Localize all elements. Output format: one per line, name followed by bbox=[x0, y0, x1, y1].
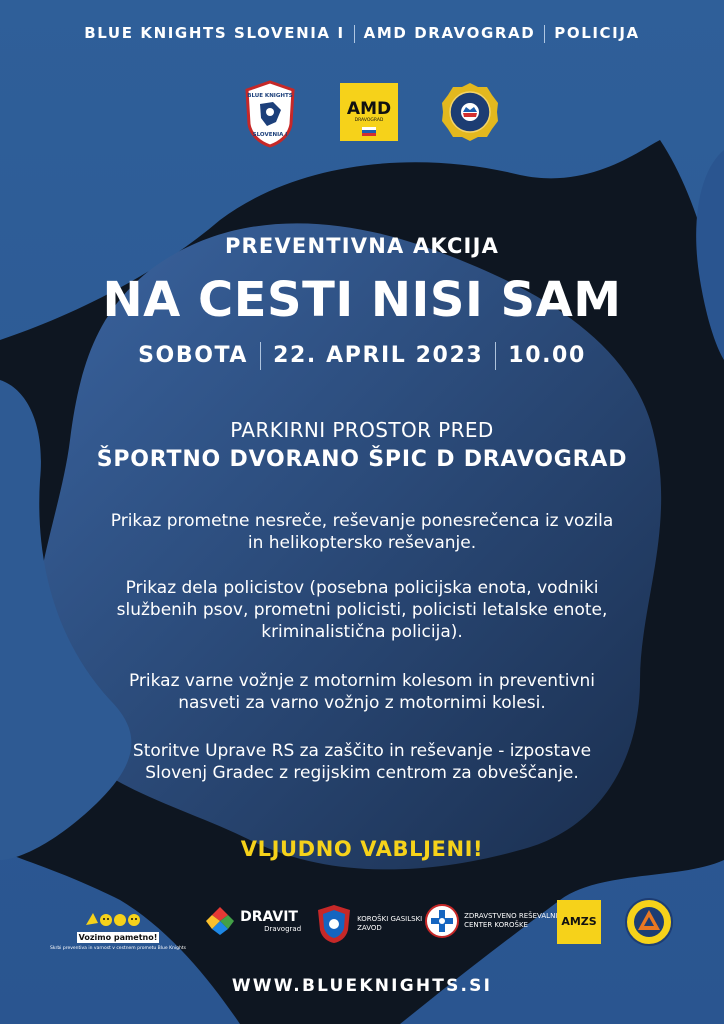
dravit-name: DRAVIT bbox=[240, 909, 298, 925]
gasilski-line1: KOROŠKI GASILSKI bbox=[357, 915, 423, 923]
zdravstveni-line1: ZDRAVSTVENO REŠEVALNI bbox=[464, 912, 558, 920]
event-kicker: PREVENTIVNA AKCIJA bbox=[224, 234, 500, 258]
partner-amd: AMD DRAVOGRAD bbox=[363, 24, 536, 42]
zdravstveni-star-icon bbox=[425, 904, 459, 938]
program-line: kriminalistična policija). bbox=[261, 622, 463, 642]
footer-url: WWW.BLUEKNIGHTS.SI bbox=[231, 976, 493, 996]
blue-knights-logo bbox=[243, 80, 297, 148]
invite-text: VLJUDNO VABLJENI! bbox=[240, 837, 484, 861]
civil-protection-badge-logo bbox=[625, 898, 673, 946]
program-line: in helikoptersko reševanje. bbox=[247, 533, 477, 553]
program-line: Prikaz dela policistov (posebna policijska enota, vodniki bbox=[125, 578, 599, 598]
svg-text:SLOVENIA I: SLOVENIA I bbox=[252, 132, 288, 138]
program-line: Slovenj Gradec z regijskim centrom za obveščanje. bbox=[145, 763, 579, 783]
policija-badge-logo bbox=[440, 82, 500, 142]
gasilski-logo bbox=[316, 904, 422, 944]
dravit-sub: Dravograd bbox=[264, 925, 302, 933]
amd-dravograd-logo bbox=[340, 83, 398, 141]
vozimo-pametno-logo bbox=[50, 908, 186, 952]
gasilski-crest-icon bbox=[316, 904, 352, 944]
vozimo-label: Vozimo pametno! bbox=[78, 933, 158, 942]
svg-text:AMD: AMD bbox=[346, 99, 392, 119]
svg-text:DRAVOGRAD: DRAVOGRAD bbox=[354, 118, 384, 123]
event-dateline bbox=[0, 342, 724, 370]
svg-text:BLUE KNIGHTS: BLUE KNIGHTS bbox=[247, 93, 293, 99]
event-date: 22. APRIL 2023 bbox=[273, 343, 484, 368]
program-item bbox=[0, 510, 724, 554]
event-day: SOBOTA bbox=[138, 343, 249, 368]
program-line: Prikaz varne vožnje z motornim kolesom in preventivni bbox=[128, 671, 596, 691]
header-logos bbox=[0, 80, 724, 150]
event-title: NA CESTI NISI SAM bbox=[102, 272, 622, 328]
zdravstveni-line2: CENTER KOROŠKE bbox=[464, 921, 528, 929]
dravit-logo bbox=[205, 906, 301, 936]
program-line: nasveti za varno vožnjo z motornimi kolesi. bbox=[178, 693, 546, 713]
program-item bbox=[0, 670, 724, 714]
vozimo-note: Skrbi preventiva in varnost v cestnem prometu Blue Knights bbox=[50, 946, 186, 951]
sponsor-logos bbox=[0, 892, 724, 952]
dravit-mark-icon bbox=[205, 906, 235, 936]
program-line: Prikaz prometne nesreče, reševanje ponesrečenca iz vozila bbox=[110, 511, 614, 531]
location-pre: PARKIRNI PROSTOR PRED bbox=[230, 418, 494, 442]
location-main: ŠPORTNO DVORANO ŠPIC D DRAVOGRAD bbox=[96, 447, 628, 472]
gasilski-line2: ZAVOD bbox=[357, 924, 382, 932]
dateline-divider bbox=[495, 342, 496, 370]
partner-blue-knights: BLUE KNIGHTS SLOVENIA I bbox=[84, 24, 345, 42]
amzs-logo: AMZS bbox=[557, 900, 601, 944]
partner-divider bbox=[354, 25, 355, 43]
program-line: Storitve Uprave RS za zaščito in reševanje - izpostave bbox=[132, 741, 592, 761]
program-item bbox=[0, 577, 724, 643]
partner-policija: POLICIJA bbox=[554, 24, 640, 42]
smiley-icons bbox=[84, 911, 152, 927]
program-item bbox=[0, 740, 724, 784]
zdravstveni-logo bbox=[425, 904, 557, 938]
header-partners bbox=[0, 24, 724, 43]
dateline-divider bbox=[260, 342, 261, 370]
program-line: službenih psov, prometni policisti, policisti letalske enote, bbox=[116, 600, 608, 620]
event-time: 10.00 bbox=[508, 343, 586, 368]
partner-divider bbox=[544, 25, 545, 43]
